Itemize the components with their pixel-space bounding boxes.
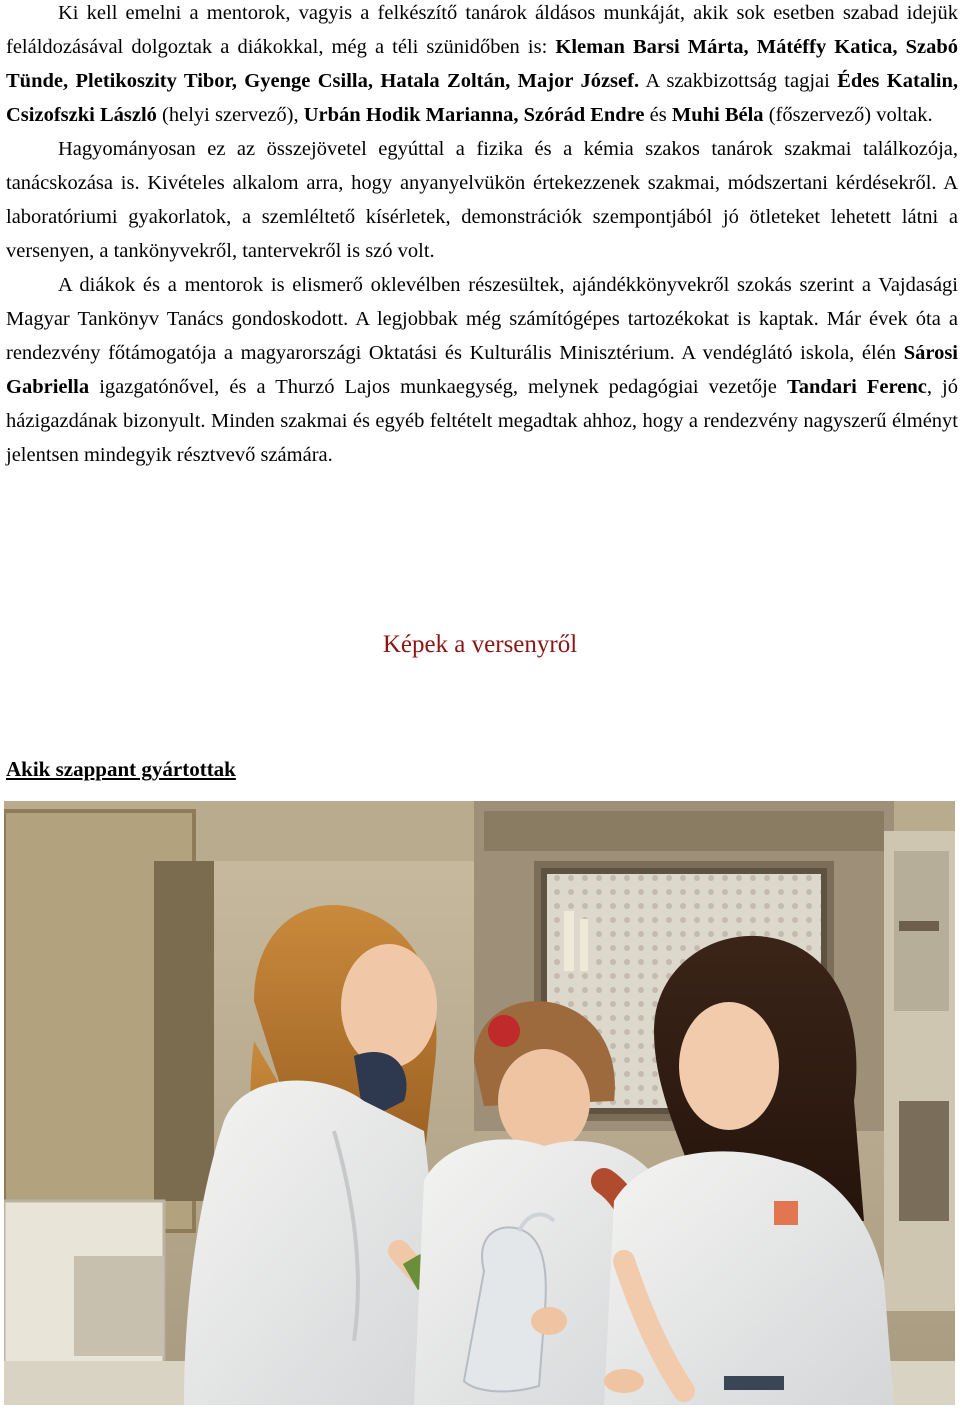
text-run: (helyi szervező), xyxy=(156,104,304,126)
paragraph-teachers-meeting xyxy=(6,132,958,268)
bold-name-run: Édes Katalin, Csizofszki László xyxy=(6,70,958,126)
photo-caption: Akik szappant gyártottak xyxy=(6,757,236,781)
article-body xyxy=(6,0,958,472)
text-run: A szakbizottság tagjai xyxy=(639,70,838,92)
bold-name-run: Kleman Barsi Márta, Mátéffy Katica, Szabó Tünde, Pletikoszity Tibor, Gyenge Csilla, Hatala Zoltán, Major József. xyxy=(6,36,958,92)
bold-name-run: Muhi Béla xyxy=(671,104,764,126)
text-run: A diákok és a mentorok is elismerő oklevélben részesültek, ajándékkönyvekről szokás szerint a Vajdasági Magyar Tankönyv Tanács gondoskodott. A legjobbak még számítógépes tartozékokat is kaptak. Már évek óta a rendezvény főtámogatója a magyarországi Oktatási és Kulturális Minisztérium. A vendéglátó iskola, élén xyxy=(6,274,958,364)
section-title: Képek a versenyről xyxy=(382,631,578,658)
competition-photo xyxy=(4,801,955,1405)
text-run: (főszervező) voltak. xyxy=(763,104,933,126)
text-run: , jó házigazdának bizonyult. Minden szakmai és egyéb feltételt megadtak ahhoz, hogy a rendezvény nagyszerű élményt jelentsen mindegyik résztvevő számára. xyxy=(6,376,958,466)
text-run: Ki kell emelni a mentorok, vagyis a felkészítő tanárok áldásos munkáját, akik sok esetben szabad idejük feláldozásával dolgoztak a diákokkal, még a téli szünidőben is: xyxy=(6,2,958,58)
bold-name-run: Urbán Hodik Marianna, Szórád Endre xyxy=(303,104,645,126)
paragraph-mentors xyxy=(6,0,958,132)
bold-name-run: Sárosi Gabriella xyxy=(6,342,958,398)
paragraph-awards xyxy=(6,268,958,472)
text-run: Hagyományosan ez az összejövetel egyúttal a fizika és a kémia szakos tanárok szakmai találkozója, tanácskozása is. Kivételes alkalom arra, hogy anyanyelvükön értekezzenek szakmai, módszertani kérdésekről. A laboratóriumi gyakorlatok, a szemléltető kísérletek, demonstrációk szempontjából jó ötleteket lehetett látni a versenyen, a tankönyvekről, tantervekről is szó volt. xyxy=(6,138,958,262)
bold-name-run: Tandari Ferenc xyxy=(786,376,927,398)
text-run: igazgatónővel, és a Thurzó Lajos munkaegység, melynek pedagógiai vezetője xyxy=(89,376,787,398)
text-run: és xyxy=(644,104,672,126)
